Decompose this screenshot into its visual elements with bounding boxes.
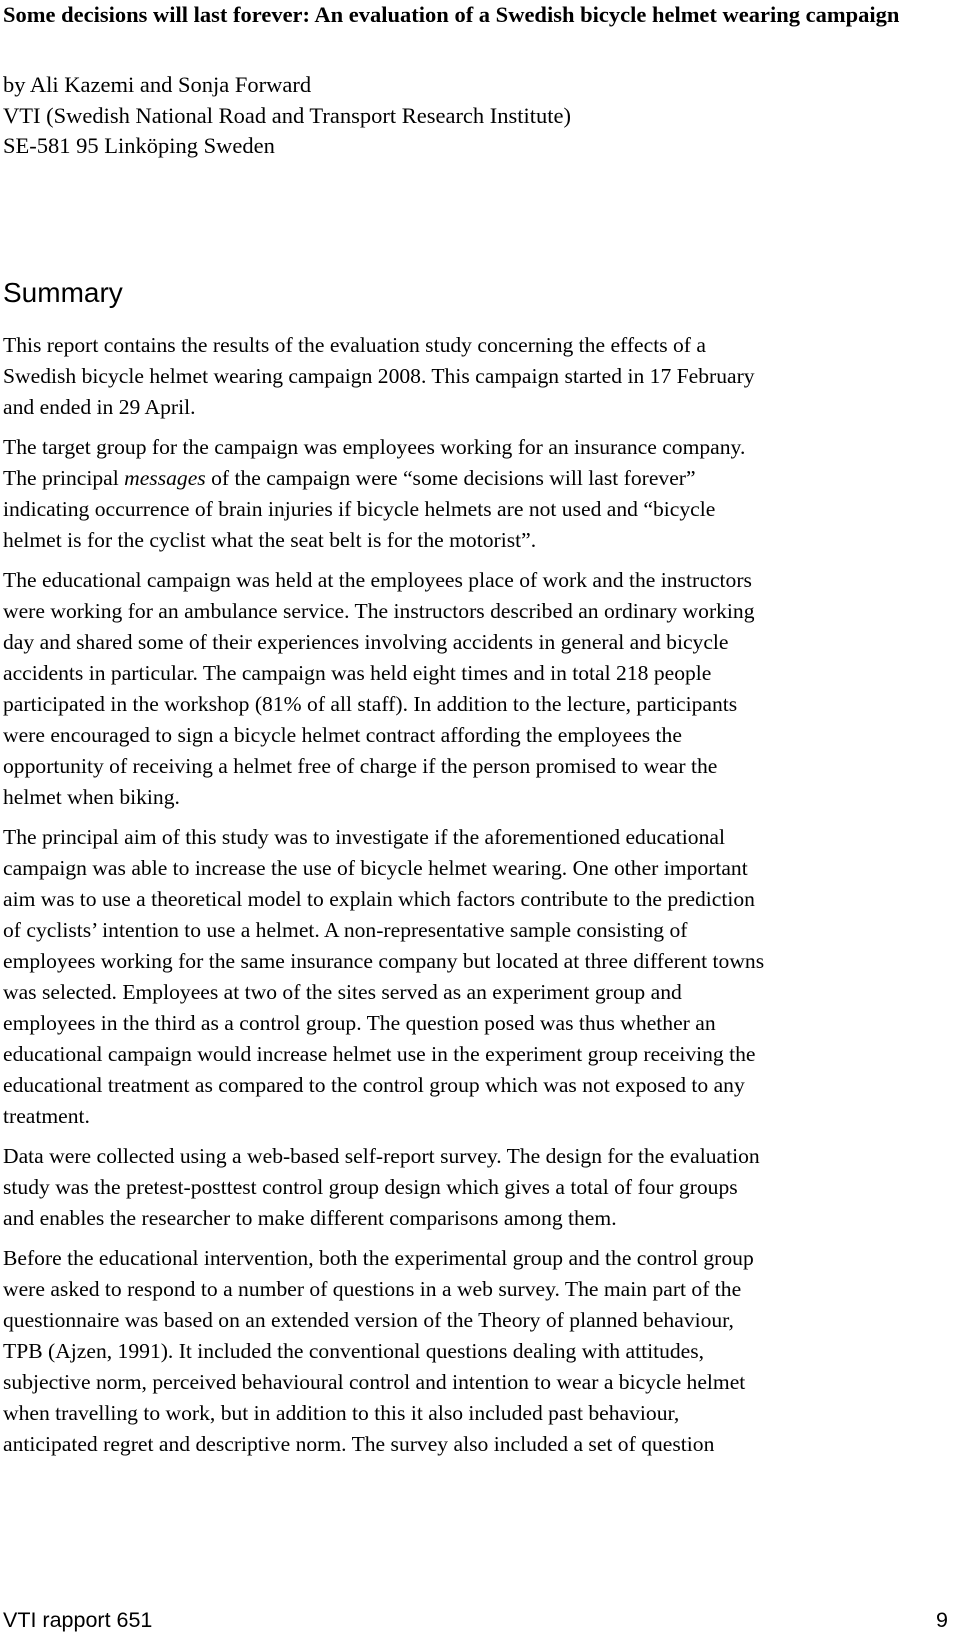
summary-paragraph-5: Data were collected using a web-based self-report survey. The design for the evaluation study was the pretest-posttest control group design which gives a total of four groups and enables the researcher to make different comparisons among them. bbox=[3, 1144, 760, 1230]
summary-body bbox=[3, 330, 948, 1469]
summary-paragraph-3: The educational campaign was held at the employees place of work and the instructors were working for an ambulance service. The instructors described an ordinary working day and shared some of their experiences involving accidents in general and bicycle accidents in particular. The campaign was held eight times and in total 218 people participated in the workshop (81% of all staff). In addition to the lecture, participants were encouraged to sign a bicycle helmet contract affording the employees the opportunity of receiving a helmet free of charge if the person promised to wear the helmet when biking. bbox=[3, 568, 755, 809]
summary-paragraph-1: This report contains the results of the evaluation study concerning the effects of a Swedish bicycle helmet wearing campaign 2008. This campaign started in 17 February and ended in 29 April. bbox=[3, 333, 755, 419]
report-label: VTI rapport 651 bbox=[3, 1608, 153, 1632]
document-title: Some decisions will last forever: An evaluation of a Swedish bicycle helmet wearing campaign bbox=[3, 2, 900, 27]
messages-text: of the campaign were “some decisions will last forever” indicating occurrence of brain injuries if bicycle helmets are not used and “bicycle helmet is for the cyclist what the seat belt is for the motorist”. bbox=[3, 466, 716, 552]
author-block bbox=[3, 70, 571, 162]
institution: VTI (Swedish National Road and Transport Research Institute) bbox=[3, 102, 572, 128]
principal-text: The principal bbox=[3, 466, 125, 490]
summary-paragraph-2b bbox=[3, 463, 948, 556]
summary-heading: Summary bbox=[3, 277, 123, 308]
summary-paragraph-6: Before the educational intervention, both the experimental group and the control group were asked to respond to a number of questions in a web survey. The main part of the questionnaire was based on an extended version of the Theory of planned behaviour, TPB (Ajzen, 1991). It included the conventional questions dealing with attitudes, subjective norm, perceived behavioural control and intention to wear a bicycle helmet when travelling to work, but in addition to this it also included past behaviour, anticipated regret and descriptive norm. The survey also included a set of question bbox=[3, 1246, 754, 1456]
authors: by Ali Kazemi and Sonja Forward bbox=[3, 72, 312, 97]
summary-paragraph-4: The principal aim of this study was to investigate if the aforementioned educational campaign was able to increase the use of bicycle helmet wearing. One other important aim was to use a theoretical model to explain which factors contribute to the prediction of cyclists’ intention to use a helmet. A non-representative sample consisting of employees working for the same insurance company but located at three different towns was selected. Employees at two of the sites served as an experiment group and employees in the third as a control group. The question posed was thus whether an educational campaign would increase helmet use in the experiment group receiving the educational treatment as compared to the control group which was not exposed to any treatment. bbox=[3, 825, 765, 1128]
messages-emphasis: messages bbox=[124, 466, 206, 490]
address: SE-581 95 Linköping Sweden bbox=[3, 133, 275, 158]
page-number: 9 bbox=[936, 1608, 948, 1632]
summary-paragraph-2a: The target group for the campaign was employees working for an insurance company. bbox=[3, 435, 746, 459]
